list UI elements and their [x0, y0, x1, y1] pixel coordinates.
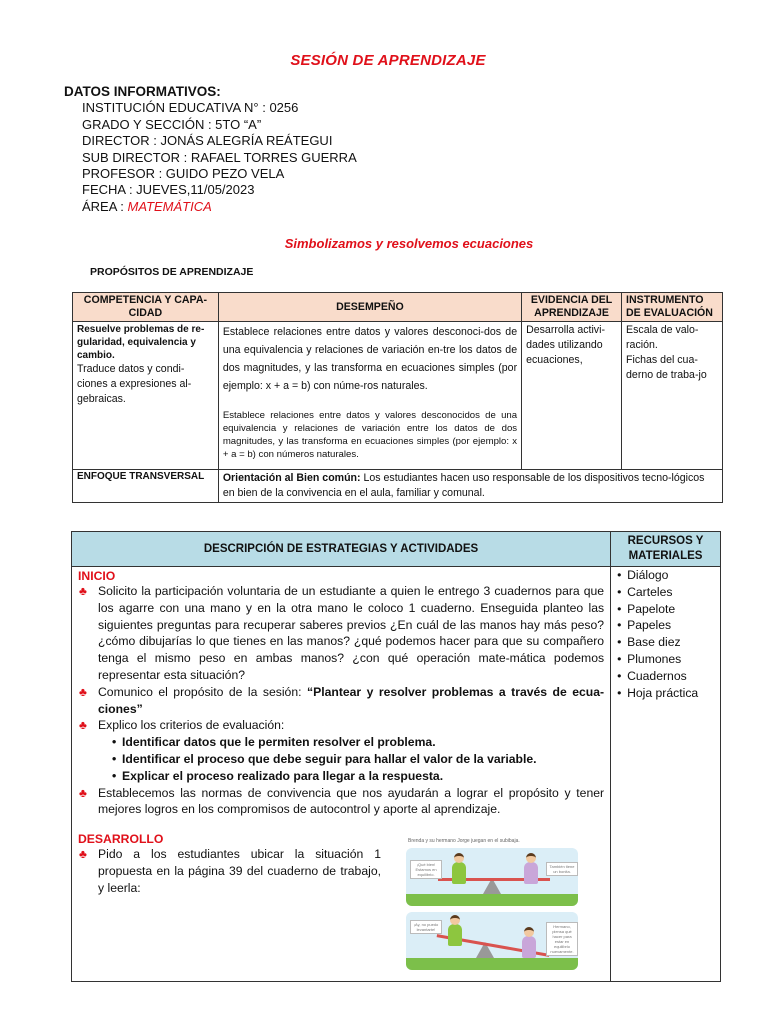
recurso-item: • Diálogo: [617, 567, 714, 584]
grass: [406, 894, 578, 906]
table-row: [73, 322, 723, 470]
list-item: [78, 684, 604, 718]
datos-subdirector: SUB DIRECTOR : RAFAEL TORRES GUERRA: [82, 149, 357, 165]
propositos-header-row: [73, 293, 723, 322]
recurso-item: • Plumones: [617, 651, 714, 668]
evidencia-cell: Desarrolla activi-dades utilizando ecuaciones,: [522, 322, 622, 470]
desempeno-text-1: Establece relaciones entre datos y valores desconoci-dos de una equivalencia y relaciones de variación en-tre los datos de dos magnitudes, y las transforma en ecuaciones simples (por ejemplo: x + a = b) con núme-ros naturales.: [222, 326, 518, 392]
criterio-text: Identificar datos que le permiten resolver el problema.: [122, 735, 436, 750]
criterio-item: [78, 734, 604, 751]
page-title: SESIÓN DE APRENDIZAJE: [290, 52, 486, 69]
bullet-icon: •: [112, 735, 117, 750]
club-icon: ♣: [79, 718, 87, 733]
recurso-item: • Cuadernos: [617, 668, 714, 685]
area-label: ÁREA :: [82, 198, 128, 214]
grass: [406, 958, 578, 970]
table-row: [72, 567, 721, 982]
club-icon: ♣: [79, 785, 87, 800]
datos-fecha: FECHA : JUEVES,11/05/2023: [82, 182, 255, 198]
datos-grado: GRADO Y SECCIÓN : 5TO “A”: [82, 116, 262, 132]
list-item: [78, 583, 604, 684]
bullet-icon: •: [112, 768, 117, 783]
criterio-item: [78, 768, 604, 785]
instrumento-cell: [622, 322, 723, 470]
boy-figure: [448, 924, 462, 946]
recurso-item: • Hoja práctica: [617, 685, 714, 702]
recurso-item: • Base diez: [617, 634, 714, 651]
table-row: [73, 470, 723, 503]
header-descripcion: DESCRIPCIÓN DE ESTRATEGIAS Y ACTIVIDADES: [72, 532, 611, 567]
illustration-caption: Brenda y su hermano Jorge juegan en el subibaja.: [408, 838, 520, 845]
datos-area: [64, 199, 357, 215]
recursos-cell: [611, 567, 721, 982]
inicio-item-3: Explico los criterios de evaluación:: [98, 718, 285, 733]
club-icon: ♣: [79, 684, 87, 699]
list-item: [78, 846, 381, 896]
enfoque-label: ENFOQUE TRANSVERSAL: [73, 470, 219, 503]
propositos-table: [72, 292, 723, 503]
inicio-item-2-bold: “Plantear y resolver problemas a través de ecua-ciones”: [98, 684, 605, 716]
recurso-item: • Papeles: [617, 617, 714, 634]
datos-heading: DATOS INFORMATIVOS:: [64, 84, 221, 99]
girl-figure: [524, 862, 538, 884]
inicio-title: INICIO: [78, 569, 116, 583]
speech-bubble: ¡Ay, no puedo levantarte!: [410, 920, 442, 934]
illustration-panel-unbalanced: [406, 912, 578, 970]
recurso-item: • Papelote: [617, 601, 714, 618]
desempeno-cell: [218, 322, 521, 470]
inicio-item-4: Establecemos las normas de convivencia que nos ayudarán a lograr el propósito y tener mejores logros en los compromisos de autocontrol y aporte al aprendizaje.: [98, 785, 605, 817]
datos-institucion: INSTITUCIÓN EDUCATIVA N° : 0256: [82, 100, 299, 116]
recurso-item: • Carteles: [617, 584, 714, 601]
criterio-text: Explicar el proceso realizado para llegar a la respuesta.: [122, 768, 444, 783]
boy-figure: [452, 862, 466, 884]
desempeno-text-2: Establece relaciones entre datos y valores desconocidos de una equivalencia y relaciones de variación entre los datos de dos magnitudes, y las transforma en ecuaciones simples (por ejemplo: x + a = b) con números naturales.: [222, 410, 518, 460]
header-desempeno: DESEMPEÑO: [218, 293, 521, 322]
desarrollo-item-1: Pido a los estudiantes ubicar la situación 1 propuesta en la página 39 del cuaderno de trabajo, y leerla:: [98, 847, 381, 895]
girl-figure: [522, 936, 536, 958]
header-competencia: COMPETENCIA Y CAPA-CIDAD: [73, 293, 219, 322]
list-item: [78, 717, 604, 734]
competencia-cell: [73, 322, 219, 470]
actividades-table: [71, 531, 721, 982]
illustration-panel-balanced: [406, 848, 578, 906]
inicio-item-1: Solicito la participación voluntaria de un estudiante a quien le entrego 3 cuadernos para que los agarre con una mano y en la otra mano le coloco 1 cuaderno. Enseguida planteo las siguientes preguntas para recuperar saberes previos ¿En cuál de las manos hay más peso? ¿cómo dibujarías lo que tienes en las manos? ¿qué podemos hacer para que su compañero tenga el mismo peso en ambas manos? ¿con qué operación mate-mática podemos representar esta situación?: [98, 584, 605, 682]
list-item: [78, 785, 604, 819]
instrumento-item: Escala de valo-ración.: [626, 324, 699, 351]
enfoque-cell: [218, 470, 722, 503]
criterio-item: [78, 751, 604, 768]
datos-informativos: [64, 84, 357, 215]
actividades-cell: [72, 567, 611, 982]
propositos-title: PROPÓSITOS DE APRENDIZAJE: [90, 266, 254, 278]
inicio-item-2-prefix: Comunico el propósito de la sesión:: [98, 684, 307, 699]
datos-profesor: PROFESOR : GUIDO PEZO VELA: [82, 166, 285, 182]
datos-director: DIRECTOR : JONÁS ALEGRÍA REÁTEGUI: [82, 133, 333, 149]
header-recursos: RECURSOS Y MATERIALES: [611, 532, 721, 567]
area-value: MATEMÁTICA: [127, 198, 212, 214]
header-evidencia: EVIDENCIA DEL APRENDIZAJE: [522, 293, 622, 322]
session-subtitle: Simbolizamos y resolvemos ecuaciones: [284, 236, 534, 251]
criterio-text: Identificar el proceso que debe seguir para hallar el valor de la variable.: [122, 751, 537, 766]
competencia-text: Resuelve problemas de re-gularidad, equivalencia y cambio.: [77, 324, 205, 361]
speech-bubble: Hermano, piensa qué hacer para estar en equilibrio nuevamente.: [546, 922, 578, 956]
seesaw-illustration: [396, 838, 614, 978]
desarrollo-title: DESARROLLO: [78, 832, 164, 847]
club-icon: ♣: [79, 847, 87, 862]
speech-bubble: ¡Qué bien! Estamos en equilibrio.: [410, 860, 442, 879]
bullet-icon: •: [112, 751, 117, 766]
instrumento-item: Fichas del cua-derno de traba-jo: [626, 354, 707, 381]
actividades-header-row: [72, 532, 721, 567]
speech-bubble: También tiene un bonita.: [546, 862, 578, 876]
header-instrumento: INSTRUMENTO DE EVALUACIÓN: [622, 293, 723, 322]
capacidad-text: Traduce datos y condi-ciones a expresiones al-gebraicas.: [77, 363, 192, 405]
enfoque-bold: Orientación al Bien común:: [222, 472, 361, 484]
club-icon: ♣: [79, 584, 87, 598]
enfoque-text: Los estudiantes hacen uso responsable de los dispositivos tecno-lógicos en bien de la convivencia en el aula, familiar y comunal.: [222, 472, 705, 499]
